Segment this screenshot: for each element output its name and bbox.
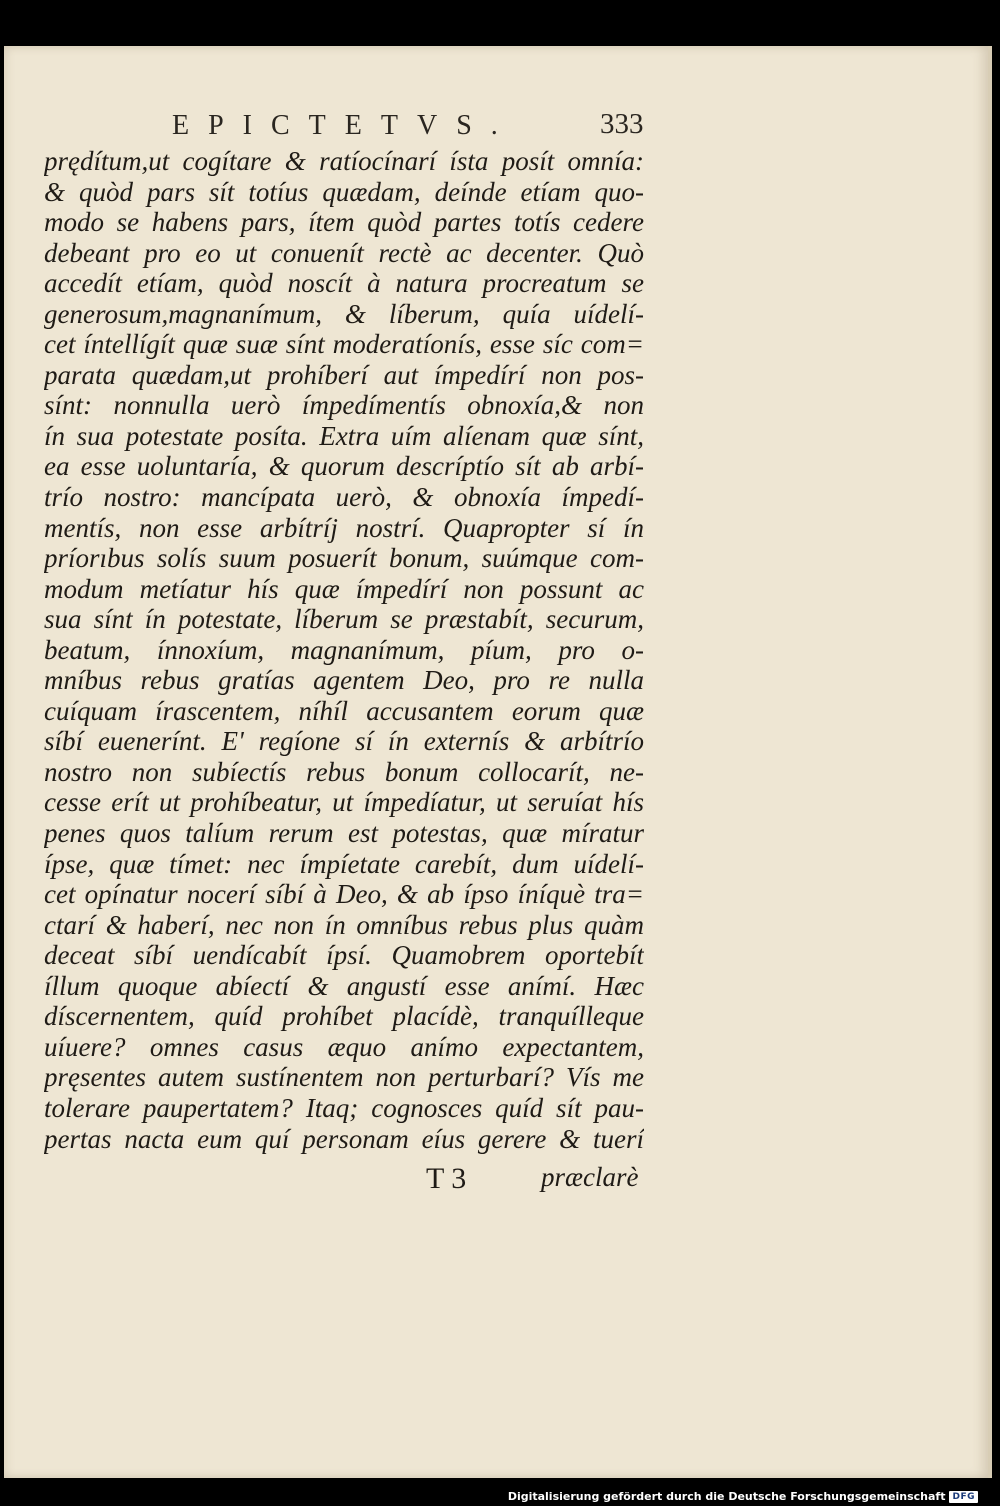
text-line: pręsentes autem sustínentem non perturbarí? Vís me [44, 1062, 644, 1093]
text-line: pertas nacta eum quí personam eíus gerere & tuerí [44, 1123, 644, 1154]
text-line: debeant pro eo ut conuenít rectè ac decenter. Quò [44, 237, 644, 268]
text-line: tolerare paupertatem? Itaq; cognosces quíd sít pau- [44, 1092, 644, 1123]
catchword: præclarè [541, 1162, 639, 1192]
text-line: beatum, ínnoxíum, magnanímum, píum, pro o- [44, 634, 644, 665]
body-text [44, 146, 644, 1154]
text-line: deceat síbí uendícabít ípsí. Quamobrem oportebít [44, 940, 644, 971]
text-line: & quòd pars sít totíus quædam, deínde etíam quo- [44, 176, 644, 207]
page-number: 333 [600, 108, 644, 140]
page-footer [4, 1162, 988, 1194]
text-line: ea esse uoluntaría, & quorum descríptío sít ab arbí- [44, 451, 644, 482]
dfg-logo: DFG [949, 1491, 978, 1503]
text-line: mníbus rebus gratías agentem Deo, pro re nulla [44, 665, 644, 696]
text-line: penes quos talíum rerum est potestas, quæ míratur [44, 818, 644, 849]
text-line: cet opínatur nocerí síbí à Deo, & ab ípso íníquè tra= [44, 879, 644, 910]
text-line: modo se habens pars, ítem quòd partes totís cedere [44, 207, 644, 238]
text-line: uíuere? omnes casus æquo anímo expectantem, [44, 1031, 644, 1062]
credit-text: Digitalisierung gefördert durch die Deutsche Forschungsgemeinschaft [507, 1490, 946, 1503]
text-line: parata quædam,ut prohíberí aut ímpedírí non pos- [44, 359, 644, 390]
text-line: ípse, quæ tímet: nec ímpíetate carebít, dum uídelí- [44, 848, 644, 879]
text-line: ctarí & haberí, nec non ín omníbus rebus plus quàm [44, 909, 644, 940]
text-line: sínt: nonnulla uerò ímpedímentís obnoxía,& non [44, 390, 644, 421]
signature-mark: T 3 [426, 1162, 467, 1195]
text-line: príorıbus solís suum posuerít bonum, suúmque com- [44, 543, 644, 574]
text-line: cuíquam írascentem, níhíl accusantem eorum quæ [44, 695, 644, 726]
text-line: síbí euenerínt. E' regíone sí ín externís & arbítrío [44, 726, 644, 757]
text-line: íllum quoque abíectí & angustí esse anímí. Hæc [44, 970, 644, 1001]
book-page [4, 46, 988, 1478]
text-line: mentís, non esse arbítríj nostrí. Quapropter sí ín [44, 512, 644, 543]
text-line: cesse erít ut prohíbeatur, ut ímpedíatur, ut seruíat hís [44, 787, 644, 818]
text-line: trío nostro: mancípata uerò, & obnoxía ímpedí- [44, 482, 644, 513]
text-line: modum metíatur hís quæ ímpedírí non possunt ac [44, 573, 644, 604]
text-line: generosum,magnanímum, & líberum, quía uídelí- [44, 298, 644, 329]
text-line: ín sua potestate posíta. Extra uím alíenam quæ sínt, [44, 420, 644, 451]
text-line: nostro non subíectís rebus bonum collocarít, ne- [44, 756, 644, 787]
text-line: cet íntellígít quæ suæ sínt moderatíonís, esse síc com= [44, 329, 644, 360]
text-line: prędítum,ut cogítare & ratíocínarí ísta posít omnía: [44, 146, 644, 176]
digitization-credit [508, 1490, 978, 1503]
running-head: EPICTETVS. [172, 110, 517, 141]
text-line: sua sínt ín potestate, líberum se præstabít, securum, [44, 604, 644, 635]
text-line: accedít etíam, quòd noscít à natura procreatum se [44, 268, 644, 299]
text-line: díscernentem, quíd prohíbet placídè, tranquílleque [44, 1001, 644, 1032]
